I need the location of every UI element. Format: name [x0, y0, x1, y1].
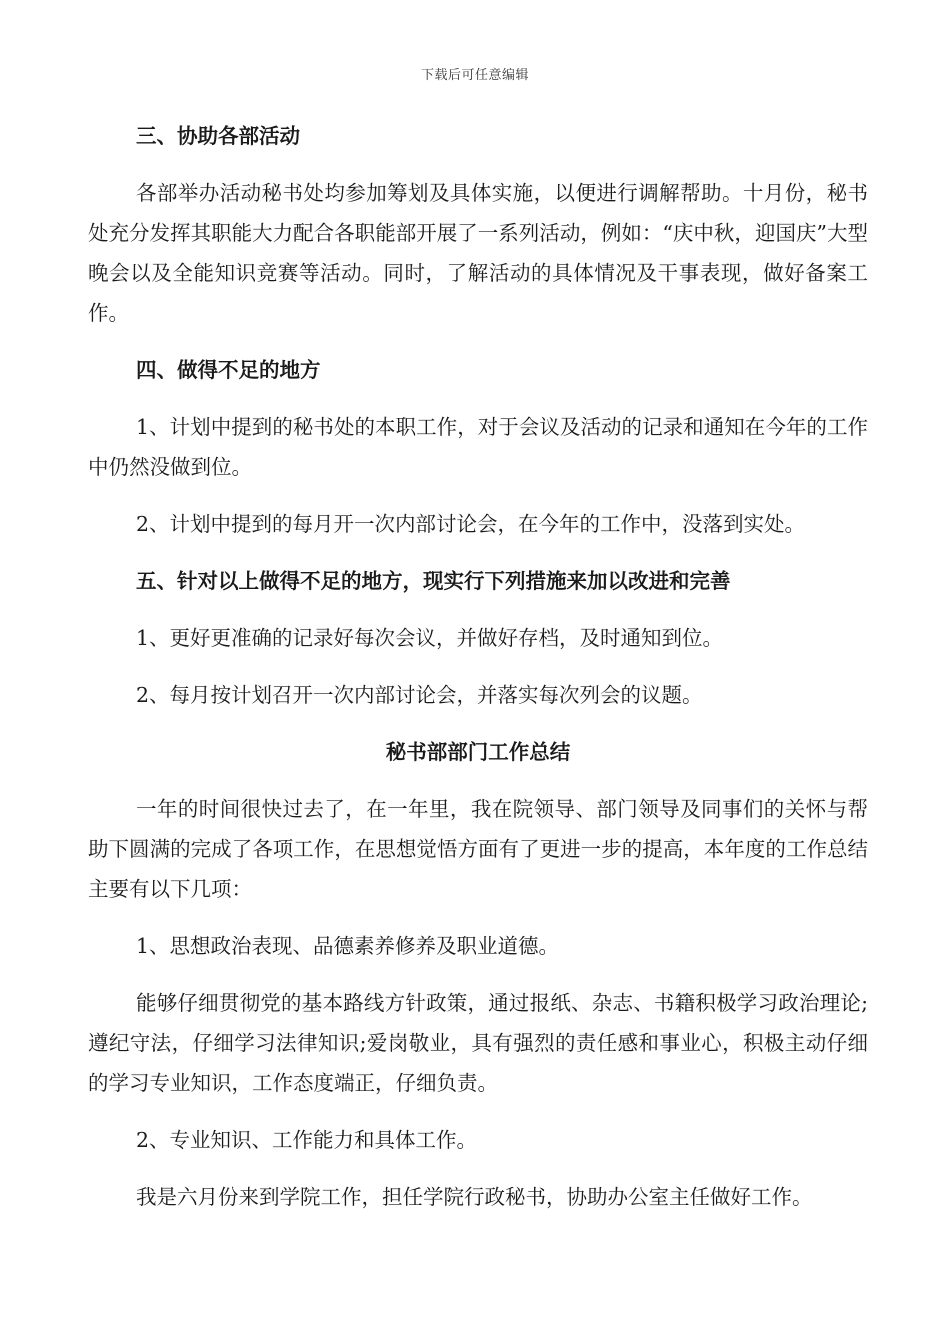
paragraph: 我是六月份来到学院工作，担任学院行政秘书，协助办公室主任做好工作。	[136, 1185, 813, 1209]
paragraph: 2、计划中提到的每月开一次内部讨论会，在今年的工作中，没落到实处。	[136, 512, 806, 536]
paragraph: 各部举办活动秘书处均参加筹划及具体实施，以便进行调解帮助。十月份，秘书处充分发挥其职能大力配合各职能部开展了一系列活动，例如：“庆中秋，迎国庆”大型晚会以及全能知识竞赛等活动。同时，了解活动的具体情况及干事表现，做好备案工作。	[88, 181, 868, 325]
document-title: 秘书部部门工作总结	[385, 740, 571, 764]
section-heading-5: 五、针对以上做得不足的地方，现实行下列措施来加以改进和完善	[136, 569, 731, 593]
section-heading-3: 三、协助各部活动	[136, 124, 300, 148]
paragraph: 1、计划中提到的秘书处的本职工作，对于会议及活动的记录和通知在今年的工作中仍然没做到位。	[88, 415, 868, 479]
paragraph: 1、更好更准确的记录好每次会议，并做好存档，及时通知到位。	[136, 626, 724, 650]
paragraph: 一年的时间很快过去了，在一年里，我在院领导、部门领导及同事们的关怀与帮助下圆满的完成了各项工作，在思想觉悟方面有了更进一步的提高，本年度的工作总结主要有以下几项：	[88, 797, 868, 901]
paragraph: 能够仔细贯彻党的基本路线方针政策，通过报纸、杂志、书籍积极学习政治理论;遵纪守法，仔细学习法律知识;爱岗敬业，具有强烈的责任感和事业心，积极主动仔细的学习专业知识，工作态度端正，仔细负责。	[88, 991, 868, 1095]
paragraph: 1、思想政治表现、品德素养修养及职业道德。	[136, 934, 560, 958]
paragraph: 2、专业知识、工作能力和具体工作。	[136, 1128, 478, 1152]
page-header: 下载后可任意编辑	[420, 68, 529, 83]
section-heading-4: 四、做得不足的地方	[136, 358, 321, 382]
paragraph: 2、每月按计划召开一次内部讨论会，并落实每次列会的议题。	[136, 683, 703, 707]
document-body	[88, 116, 868, 1217]
